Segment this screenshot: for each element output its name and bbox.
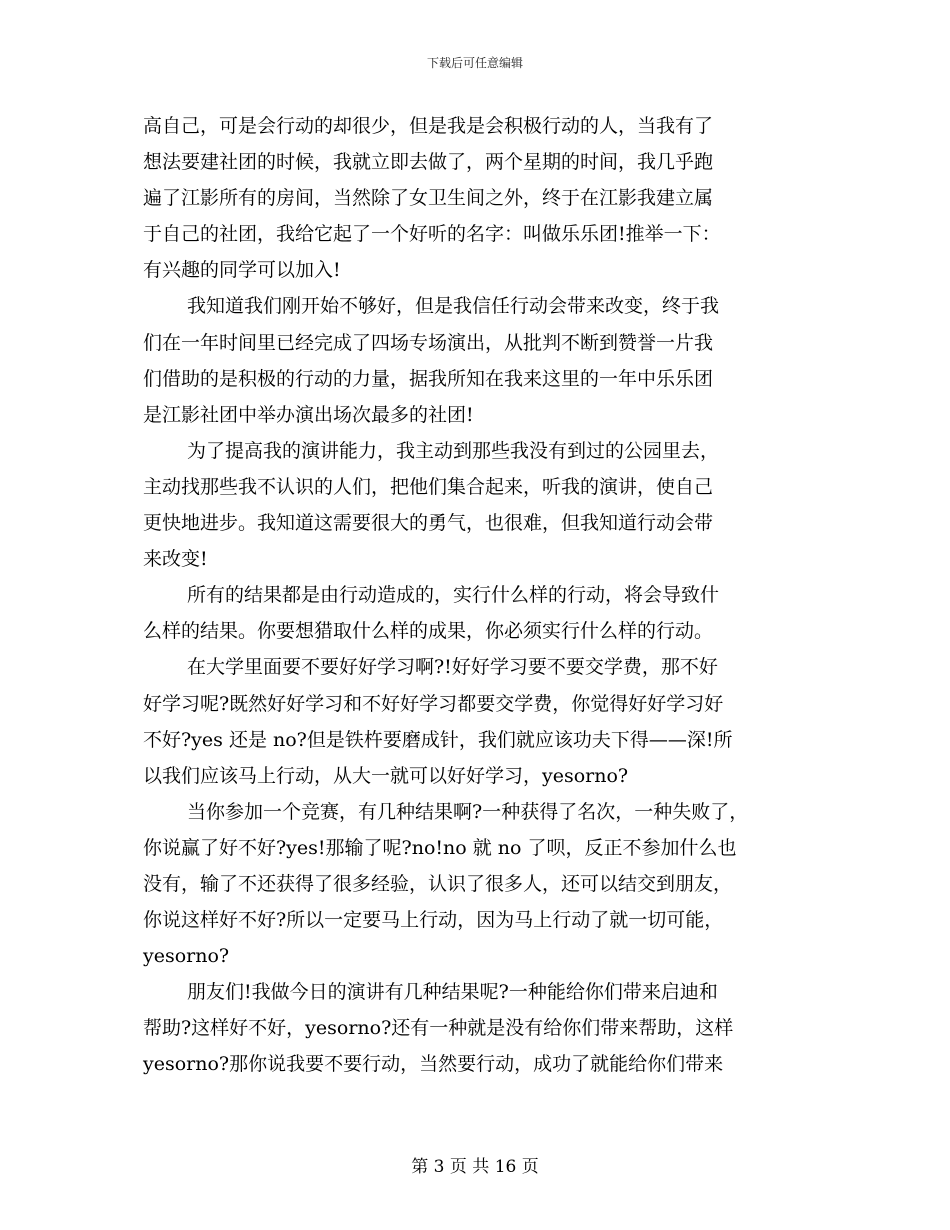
body-line: 想法要建社团的时候，我就立即去做了，两个星期的时间，我几乎跑	[143, 151, 714, 174]
body-line: yesorno?那你说我要不要行动，当然要行动，成功了就能给你们带来	[143, 1053, 724, 1076]
body-line: 不好?yes 还是 no?但是铁杵要磨成针，我们就应该功夫下得——深!所	[143, 728, 733, 751]
body-line: 你说赢了好不好?yes!那输了呢?no!no 就 no 了呗，反正不参加什么也	[143, 836, 737, 859]
body-line: 更快地进步。我知道这需要很大的勇气，也很难，但我知道行动会带	[143, 512, 714, 535]
body-line: 于自己的社团，我给它起了一个好听的名字：叫做乐乐团!推举一下：	[143, 223, 721, 246]
body-line: 好学习呢?既然好好学习和不好好学习都要交学费，你觉得好好学习好	[143, 692, 724, 715]
body-line: yesorno?	[143, 945, 230, 968]
body-line: 朋友们!我做今日的演讲有几种结果呢?一种能给你们带来启迪和	[187, 981, 718, 1004]
body-line: 当你参加一个竞赛，有几种结果啊?一种获得了名次，一种失败了，	[187, 800, 749, 823]
body-line: 你说这样好不好?所以一定要马上行动，因为马上行动了就一切可能，	[143, 909, 724, 932]
body-line: 没有，输了不还获得了很多经验，认识了很多人，还可以结交到朋友，	[143, 872, 733, 895]
page-footer: 第 3 页 共 16 页	[411, 1157, 539, 1177]
document-body	[143, 108, 805, 1083]
body-line: 是江影社团中举办演出场次最多的社团!	[143, 403, 474, 426]
body-line: 我知道我们刚开始不够好，但是我信任行动会带来改变，终于我	[187, 295, 720, 318]
page-header: 下载后可任意编辑	[426, 56, 523, 70]
body-line: 以我们应该马上行动，从大一就可以好好学习，yesorno?	[143, 764, 629, 787]
body-line: 在大学里面要不要好好学习啊?!好好学习要不要交学费，那不好	[187, 656, 718, 679]
body-line: 帮助?这样好不好，yesorno?还有一种就是没有给你们带来帮助，这样	[143, 1017, 734, 1040]
body-line: 主动找那些我不认识的人们，把他们集合起来，听我的演讲，使自己	[143, 475, 714, 498]
body-line: 么样的结果。你要想猎取什么样的成果，你必须实行什么样的行动。	[143, 620, 714, 643]
body-line: 们在一年时间里已经完成了四场专场演出，从批判不断到赞誉一片我	[143, 331, 714, 354]
body-line: 来改变!	[143, 548, 208, 571]
body-line: 所有的结果都是由行动造成的，实行什么样的行动，将会导致什	[187, 584, 720, 607]
body-line: 为了提高我的演讲能力，我主动到那些我没有到过的公园里去，	[187, 439, 720, 462]
body-line: 高自己，可是会行动的却很少，但是我是会积极行动的人，当我有了	[143, 115, 714, 137]
body-line: 有兴趣的同学可以加入!	[143, 259, 341, 282]
body-line: 遍了江影所有的房间，当然除了女卫生间之外，终于在江影我建立属	[143, 187, 714, 210]
body-line: 们借助的是积极的行动的力量，据我所知在我来这里的一年中乐乐团	[143, 367, 714, 390]
